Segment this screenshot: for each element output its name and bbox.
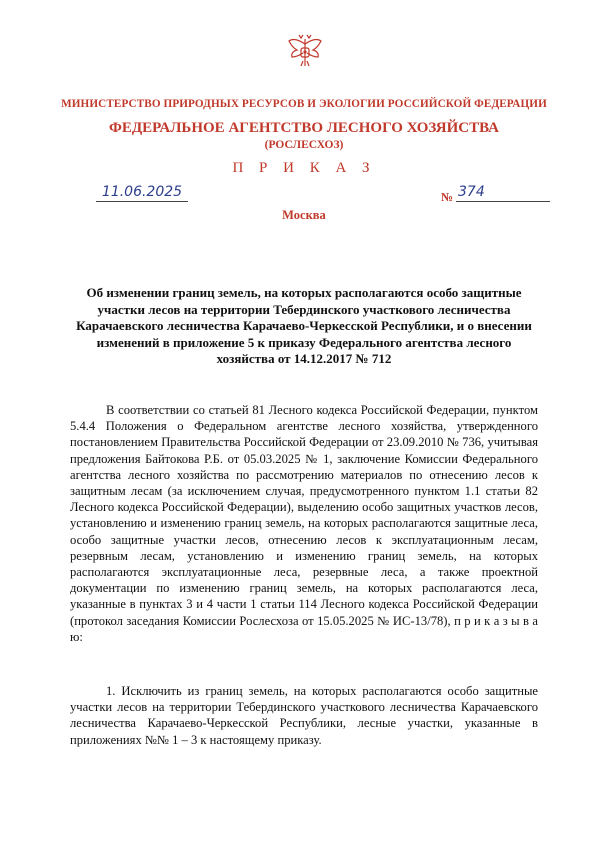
city: Москва <box>282 208 326 222</box>
document-type: П Р И К А З <box>232 160 376 176</box>
agency-abbreviation: (РОСЛЕСХОЗ) <box>264 139 344 151</box>
russian-coat-of-arms-icon <box>287 32 323 70</box>
preamble-paragraph: В соответствии со статьей 81 Лесного кодекса Российской Федерации, пунктом 5.4.4 Положения о Федеральном агентстве лесного хозяйства, утвержденного постановлением Правительства Российской Федерации от 23.09.2010 № 736, учитывая предложения Байтокова Р.Б. от 05.03.2025 № 1, заключение Комиссии Федерального агентства лесного хозяйства по рассмотрению материалов по отнесению лесов к защитным лесам (за исключением случая, предусмотренного пунктом 1.1 статьи 82 Лесного кодекса Российской Федерации), выделению особо защитных участков лесов, установлению и изменению границ земель, на которых располагаются защитные леса, особо защитные участки лесов, отнесению лесов к эксплуатационным лесам, резервным лесам, установлению и изменению границ земель, на которых располагаются эксплуатационные леса, резервные леса, а также проектной документации по изменению границ земель, на которых располагаются леса, указанные в пунктах 3 и 4 части 1 статьи 114 Лесного кодекса Российской Федерации (протокол заседания Комиссии Рослесхоза от 15.05.2025 № ИС-13/78), п р и к а з ы в а ю: <box>70 403 538 644</box>
agency-name: ФЕДЕРАЛЬНОЕ АГЕНТСТВО ЛЕСНОГО ХОЗЯЙСТВА <box>108 120 500 136</box>
order-date: 11.06.2025 <box>96 184 188 202</box>
order-number: 374 <box>456 184 550 202</box>
item-1-paragraph: 1. Исключить из границ земель, на которых располагаются особо защитные участки лесов на территории Тебердинского участкового лесничества Карачаевского лесничества Карачаево-Черкесской Республики, лесные участки, указанные в приложениях №№ 1 – 3 к настоящему приказу. <box>70 684 538 747</box>
ministry-name: МИНИСТЕРСТВО ПРИРОДНЫХ РЕСУРСОВ И ЭКОЛОГИИ РОССИЙСКОЙ ФЕДЕРАЦИИ <box>61 98 547 110</box>
document-title: Об изменении границ земель, на которых располагаются особо защитные участки лесов на территории Тебердинского участкового лесничества Карачаевского лесничества Карачаево-Черкесской Республики, и о внесении изменений в приложение 5 к приказу Федерального агентства лесного хозяйства от 14.12.2017 № 712 <box>76 285 532 366</box>
number-label: № <box>441 190 454 204</box>
